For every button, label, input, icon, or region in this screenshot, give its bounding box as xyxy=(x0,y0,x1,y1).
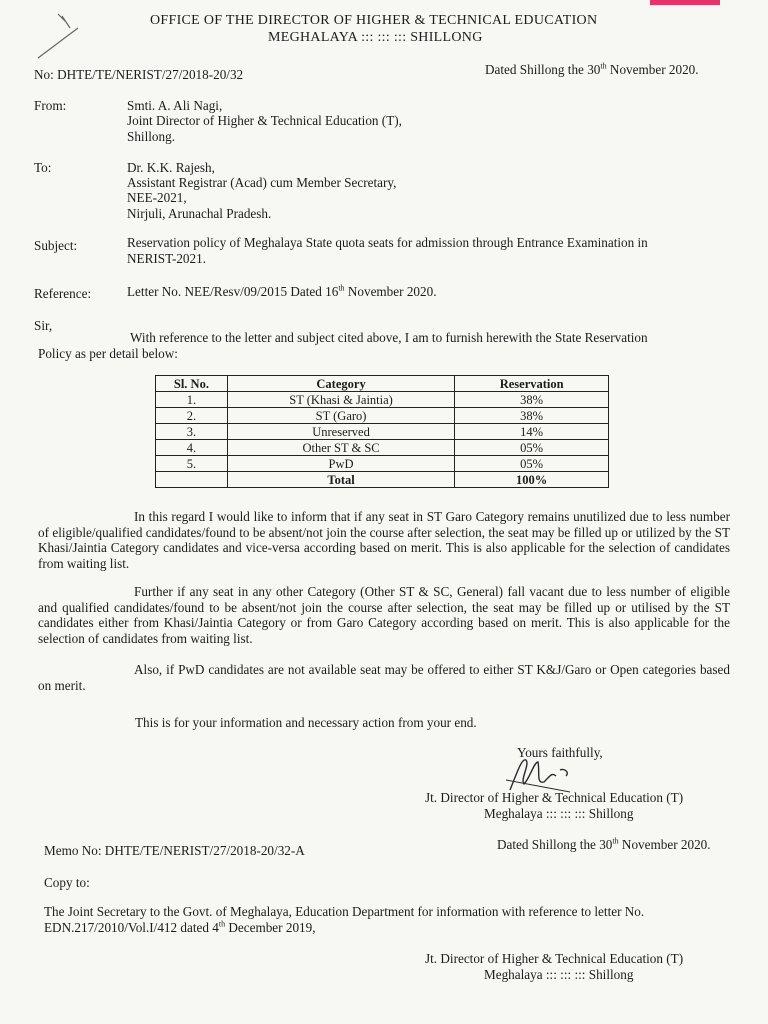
signatory-title: Jt. Director of Higher & Technical Education (T) xyxy=(425,790,684,805)
to-address: Nirjuli, Arunachal Pradesh. xyxy=(127,206,272,221)
office-heading: OFFICE OF THE DIRECTOR OF HIGHER & TECHNICAL EDUCATION xyxy=(150,13,598,28)
subject-label: Subject: xyxy=(34,238,78,253)
cell-reservation: 38% xyxy=(455,392,609,408)
cell-reservation: 14% xyxy=(455,424,609,440)
from-label: From: xyxy=(34,98,67,113)
copy-to-label: Copy to: xyxy=(44,875,90,890)
subject-line-2: NERIST-2021. xyxy=(127,251,207,266)
cell-sl-no: 5. xyxy=(156,456,228,472)
cell-sl-no: 2. xyxy=(156,408,228,424)
copy-to-line-1: The Joint Secretary to the Govt. of Meghalaya, Education Department for information with reference to letter No. xyxy=(44,904,645,919)
cell-empty xyxy=(156,472,228,488)
cell-sl-no: 4. xyxy=(156,440,228,456)
memo-date: Dated Shillong the 30th November 2020. xyxy=(497,836,711,852)
to-label: To: xyxy=(34,160,52,175)
table-header-row xyxy=(156,376,609,392)
subject-line-1: Reservation policy of Meghalaya State quota seats for admission through Entrance Examination in xyxy=(127,235,648,250)
cell-sl-no: 3. xyxy=(156,424,228,440)
letter-date: Dated Shillong the 30th November 2020. xyxy=(485,61,699,77)
cell-category: PwD xyxy=(227,456,454,472)
col-header-category: Category xyxy=(227,376,454,392)
cell-reservation: 38% xyxy=(455,408,609,424)
cell-category: Unreserved xyxy=(227,424,454,440)
office-location: MEGHALAYA ::: ::: ::: SHILLONG xyxy=(268,30,483,45)
to-org: NEE-2021, xyxy=(127,190,187,205)
table-row xyxy=(156,392,609,408)
paragraph-other-category: Further if any seat in any other Category (Other ST & SC, General) fall vacant due to less number of eligible and qualified candidates/found to be absent/not join the course after selection, the seat may be filled up or utilised by the ST candidates either from Khasi/Jaintia Category or from Garo Category according based on merit. This is also applicable for the selection of candidates from waiting list. xyxy=(38,584,730,646)
copy-to-line-2: EDN.217/2010/Vol.I/412 dated 4th December 2019, xyxy=(44,919,316,935)
to-name: Dr. K.K. Rajesh, xyxy=(127,160,215,175)
paragraph-pwd: Also, if PwD candidates are not available seat may be offered to either ST K&J/Garo or Open categories based on merit. xyxy=(38,662,730,693)
reference-label: Reference: xyxy=(34,286,92,301)
closing-information: This is for your information and necessary action from your end. xyxy=(135,715,477,730)
col-header-sl-no: Sl. No. xyxy=(156,376,228,392)
to-designation: Assistant Registrar (Acad) cum Member Secretary, xyxy=(127,175,397,190)
from-designation: Joint Director of Higher & Technical Education (T), xyxy=(127,113,402,128)
cell-category: ST (Khasi & Jaintia) xyxy=(227,392,454,408)
intro-line-1: With reference to the letter and subject cited above, I am to furnish herewith the State Reservation xyxy=(130,330,648,345)
table-row xyxy=(156,456,609,472)
table-row xyxy=(156,424,609,440)
cell-category: Other ST & SC xyxy=(227,440,454,456)
reservation-table xyxy=(155,375,609,488)
cell-reservation: 05% xyxy=(455,456,609,472)
table-total-row xyxy=(156,472,609,488)
signatory-location: Meghalaya ::: ::: ::: Shillong xyxy=(484,806,634,821)
cell-total-value: 100% xyxy=(455,472,609,488)
signatory2-title: Jt. Director of Higher & Technical Education (T) xyxy=(425,951,684,966)
table-row xyxy=(156,408,609,424)
paragraph-garo-category: In this regard I would like to inform that if any seat in ST Garo Category remains unutilized due to less number of eligible/qualified candidates/found to be absent/not join the course after selection, the seat may be filled up or utilized by the ST Khasi/Jaintia Category candidates and vice-versa according based on merit. This is also applicable for the selection of candidates from waiting list. xyxy=(38,509,730,571)
table-row xyxy=(156,440,609,456)
salutation: Sir, xyxy=(34,318,53,333)
corner-scribble-mark xyxy=(18,8,98,68)
reference-text: Letter No. NEE/Resv/09/2015 Dated 16th November 2020. xyxy=(127,283,437,299)
from-name: Smti. A. Ali Nagi, xyxy=(127,98,223,113)
letter-number: No: DHTE/TE/NERIST/27/2018-20/32 xyxy=(34,67,244,82)
cell-sl-no: 1. xyxy=(156,392,228,408)
cell-reservation: 05% xyxy=(455,440,609,456)
cell-category: ST (Garo) xyxy=(227,408,454,424)
from-city: Shillong. xyxy=(127,129,175,144)
memo-number: Memo No: DHTE/TE/NERIST/27/2018-20/32-A xyxy=(44,843,305,858)
intro-line-2: Policy as per detail below: xyxy=(38,346,178,361)
pink-edge-mark xyxy=(650,0,720,5)
yours-faithfully: Yours faithfully, xyxy=(517,745,603,760)
signatory2-location: Meghalaya ::: ::: ::: Shillong xyxy=(484,967,634,982)
cell-total-label: Total xyxy=(227,472,454,488)
col-header-reservation: Reservation xyxy=(455,376,609,392)
